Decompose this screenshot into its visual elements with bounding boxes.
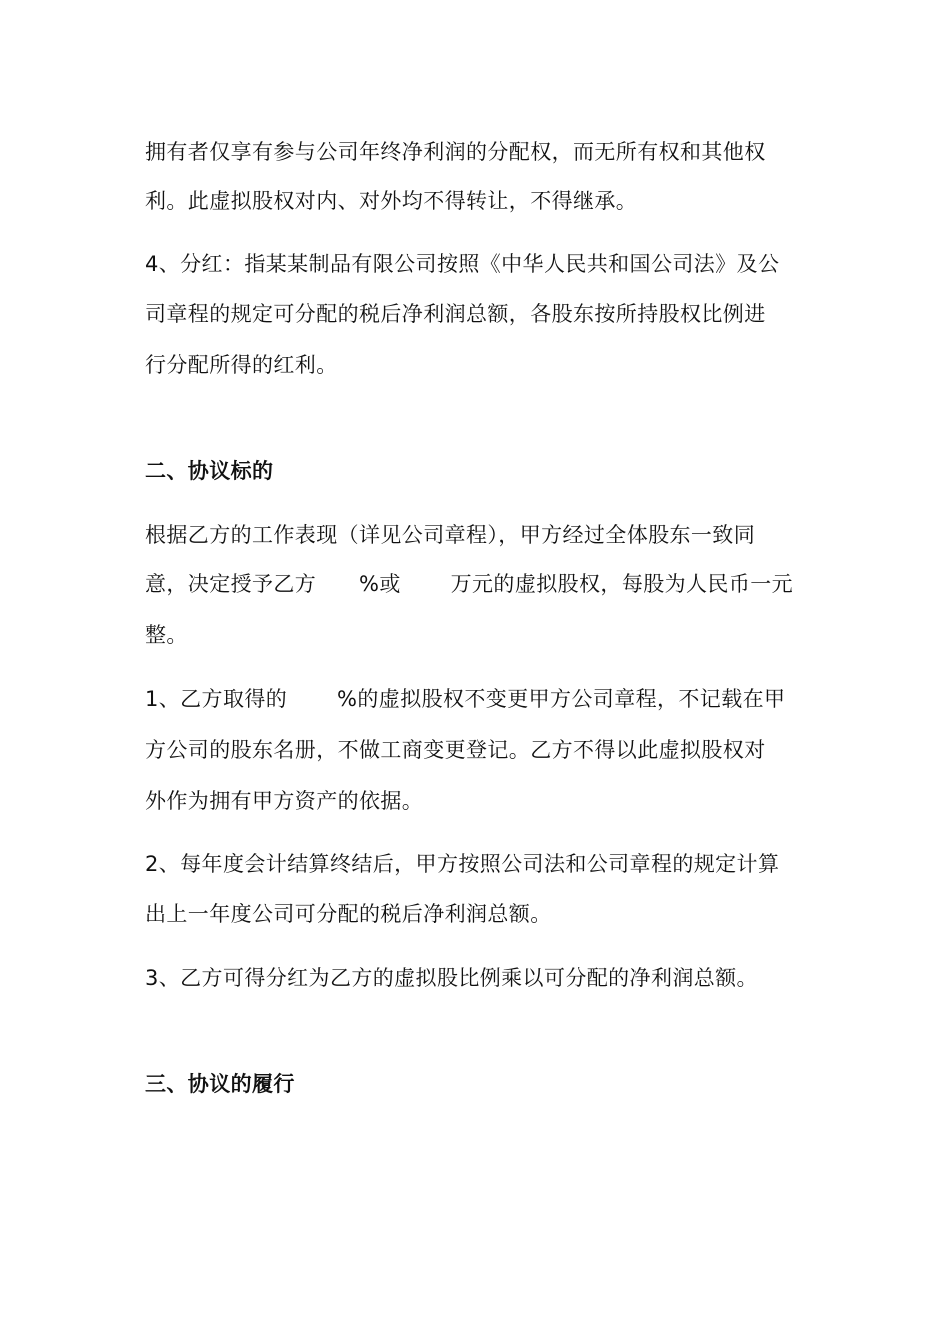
paragraph-line: 利。此虚拟股权对内、对外均不得转让，不得继承。 bbox=[145, 189, 638, 213]
paragraph-line: 拥有者仅享有参与公司年终净利润的分配权，而无所有权和其他权 bbox=[145, 140, 766, 164]
clause-2-line: 2、每年度会计结算终结后，甲方按照公司法和公司章程的规定计算 bbox=[145, 852, 780, 876]
paragraph-line: 意，决定授予乙方 %或 万元的虚拟股权，每股为人民币一元 bbox=[145, 572, 794, 596]
paragraph-line: 根据乙方的工作表现（详见公司章程），甲方经过全体股东一致同 bbox=[145, 523, 756, 547]
clause-4-line: 4、分红：指某某制品有限公司按照《中华人民共和国公司法》及公 bbox=[145, 252, 780, 276]
clause-2-line: 出上一年度公司可分配的税后净利润总额。 bbox=[145, 902, 552, 926]
clause-1-line: 方公司的股东名册，不做工商变更登记。乙方不得以此虚拟股权对 bbox=[145, 738, 766, 762]
section-heading-2: 二、协议标的 bbox=[145, 459, 274, 483]
clause-3-line: 3、乙方可得分红为乙方的虚拟股比例乘以可分配的净利润总额。 bbox=[145, 966, 758, 990]
clause-1-line: 1、乙方取得的 %的虚拟股权不变更甲方公司章程，不记载在甲 bbox=[145, 687, 786, 711]
clause-4-line: 行分配所得的红利。 bbox=[145, 353, 338, 377]
clause-1-line: 外作为拥有甲方资产的依据。 bbox=[145, 789, 424, 813]
section-heading-3: 三、协议的履行 bbox=[145, 1072, 295, 1096]
clause-4-line: 司章程的规定可分配的税后净利润总额，各股东按所持股权比例进 bbox=[145, 302, 766, 326]
paragraph-line: 整。 bbox=[145, 623, 188, 647]
